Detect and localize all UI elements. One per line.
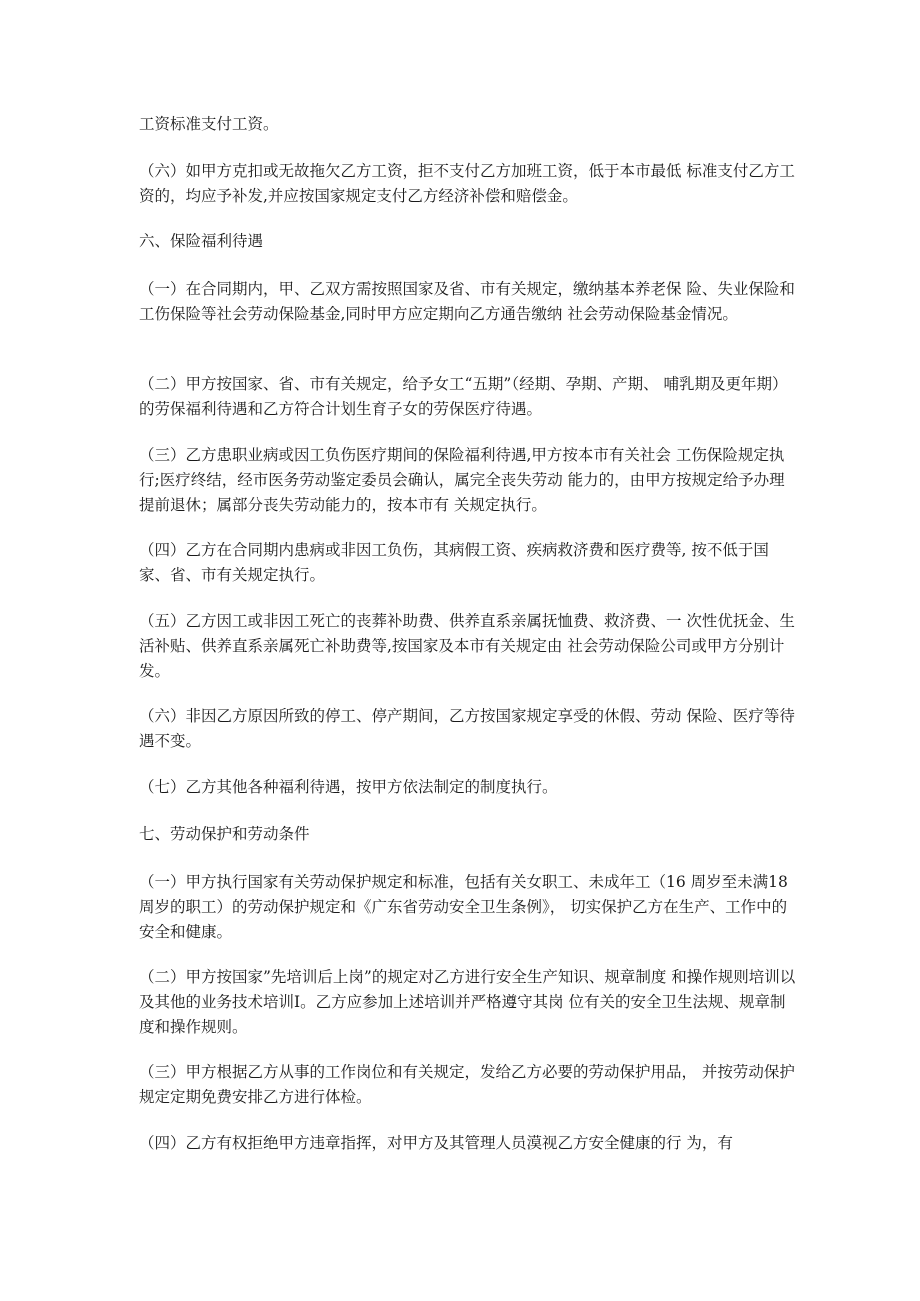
paragraph: （三）甲方根据乙方从事的工作岗位和有关规定，发给乙方必要的劳动保护用品， 并按劳动保护规定定期免费安排乙方进行体检。	[139, 1063, 795, 1106]
paragraph: （六）如甲方克扣或无故拖欠乙方工资，拒不支付乙方加班工资，低于本市最低 标准支付乙方工资的，均应予补发,并应按国家规定支付乙方经济补偿和赔偿金。	[139, 162, 795, 205]
section-heading: 六、保险福利待遇	[139, 232, 264, 250]
section-heading: 七、劳动保护和劳动条件	[139, 825, 310, 843]
paragraph: （四）乙方有权拒绝甲方违章指挥，对甲方及其管理人员漠视乙方安全健康的行 为，有	[139, 1134, 733, 1152]
paragraph: （六）非因乙方原因所致的停工、停产期间，乙方按国家规定享受的休假、劳动 保险、医疗等待遇不变。	[139, 707, 795, 750]
paragraph: 工资标准支付工资。	[139, 115, 279, 133]
paragraph: （四）乙方在合同期内患病或非因工负伤，其病假工资、疾病救济费和医疗费等, 按不低于国家、省、市有关规定执行。	[139, 541, 769, 584]
paragraph: （二）甲方按国家、省、市有关规定，给予女工“五期”（经期、孕期、产期、 哺乳期及更年期）的劳保福利待遇和乙方符合计划生育子女的劳保医疗待遇。	[139, 375, 788, 418]
paragraph: （七）乙方其他各种福利待遇，按甲方依法制定的制度执行。	[139, 778, 558, 796]
paragraph: （一）甲方执行国家有关劳动保护规定和标准，包括有关女职工、未成年工（16 周岁至未满18周岁的职工）的劳动保护规定和《广东省劳动安全卫生条例》， 切实保护乙方在生产、工作中的安全和健康。	[139, 873, 788, 941]
paragraph: （三）乙方患职业病或因工负伤医疗期间的保险福利待遇,甲方按本市有关社会 工伤保险规定执行;医疗终结，经市医务劳动鉴定委员会确认，属完全丧失劳动 能力的，由甲方按规定给予办理提前退休；属部分丧失劳动能力的，按本市有 关规定执行。	[139, 446, 785, 514]
paragraph: （五）乙方因工或非因工死亡的丧葬补助费、供养直系亲属抚恤费、救济费、一 次性优抚金、生活补贴、供养直系亲属死亡补助费等,按国家及本市有关规定由 社会劳动保险公司或甲方分别计发。	[139, 612, 795, 680]
paragraph: （二）甲方按国家”先培训后上岗”的规定对乙方进行安全生产知识、规章制度 和操作规则培训以及其他的业务技术培训Ⅰ。乙方应参加上述培训并严格遵守其岗 位有关的安全卫生法规、规章制度和操作规则。	[139, 968, 796, 1036]
paragraph: （一）在合同期内，甲、乙双方需按照国家及省、市有关规定，缴纳基本养老保 险、失业保险和工伤保险等社会劳动保险基金,同时甲方应定期向乙方通告缴纳 社会劳动保险基金情况。	[139, 280, 795, 323]
